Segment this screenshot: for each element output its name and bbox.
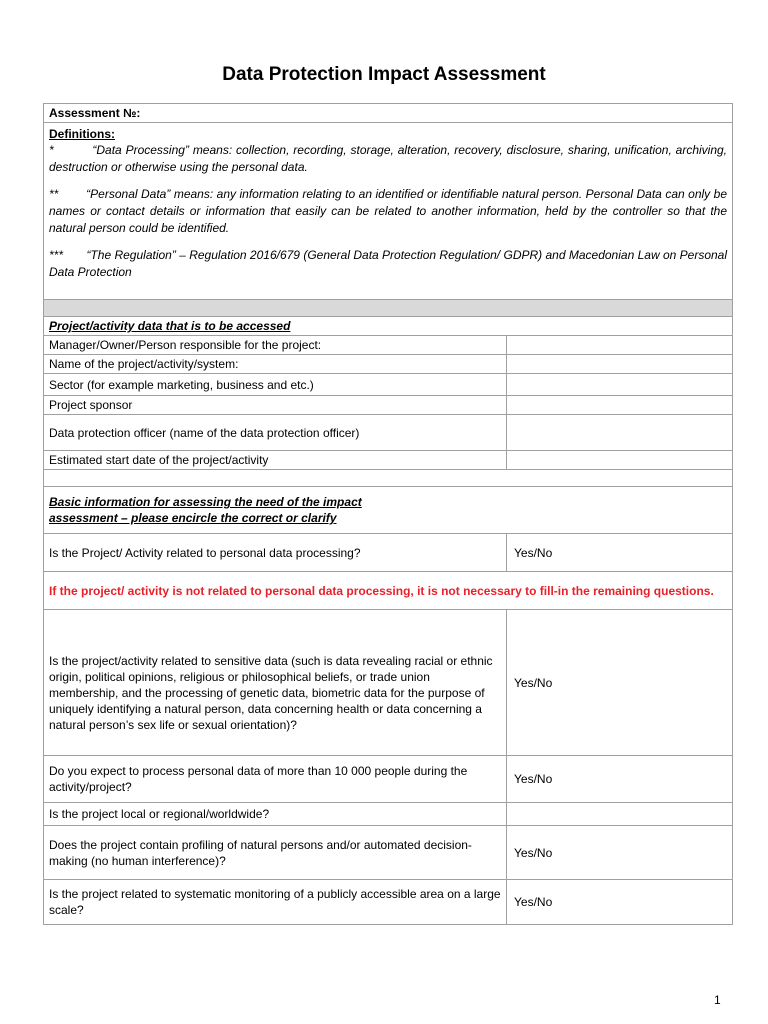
table-row [44,610,733,756]
field-label-manager: Manager/Owner/Person responsible for the project: [44,336,507,355]
field-value-dpo[interactable] [507,415,733,451]
definitions-heading: Definitions: [49,127,115,141]
assessment-form-table [43,103,733,925]
field-label-dpo: Data protection officer (name of the data protection officer) [44,415,507,451]
field-value-sector[interactable] [507,374,733,396]
field-value-project-name[interactable] [507,355,733,374]
answer-10000-people[interactable]: Yes/No [507,756,733,803]
page-number: 1 [714,993,721,1007]
basic-heading-line2: assessment – please encircle the correct or clarify [49,511,337,525]
table-row [44,415,733,451]
field-value-sponsor[interactable] [507,396,733,415]
question-10000-people: Do you expect to process personal data of more than 10 000 people during the activity/project? [44,756,507,803]
definition-personal-data: ** “Personal Data” means: any information relating to an identified or identifiable natural person. Personal Data can only be names or contact details or information that easily can be related to another information, held by the controller so that the natural person could be identified. [49,187,728,235]
table-row [44,336,733,355]
page-title: Data Protection Impact Assessment [222,64,546,85]
definitions-row [44,123,733,300]
field-value-manager[interactable] [507,336,733,355]
answer-project-scope[interactable] [507,803,733,826]
basic-heading-line1: Basic information for assessing the need of the impact [49,495,362,509]
answer-personal-data[interactable]: Yes/No [507,534,733,572]
definition-data-processing: * “Data Processing” means: collection, recording, storage, alteration, recovery, disclosure, sharing, unification, archiving, destruction or otherwise using the personal data. [49,143,728,174]
definition-regulation: *** “The Regulation” – Regulation 2016/679 (General Data Protection Regulation/ GDPR) and Macedonian Law on Personal Data Protection [49,248,728,279]
warning-text: If the project/ activity is not related to personal data processing, it is not necessary to fill-in the remaining questions. [44,572,733,610]
project-section-row [44,317,733,336]
blank-row [44,470,733,487]
table-row [44,451,733,470]
field-value-start-date[interactable] [507,451,733,470]
answer-sensitive-data[interactable]: Yes/No [507,610,733,756]
blank-cell [44,470,733,487]
assessment-number-row [44,104,733,123]
question-project-scope: Is the project local or regional/worldwide? [44,803,507,826]
answer-monitoring[interactable]: Yes/No [507,880,733,925]
table-row [44,355,733,374]
question-sensitive-data: Is the project/activity related to sensitive data (such is data revealing racial or ethnic origin, political opinions, religious or philosophical beliefs, or trade union membership, and the processing of genetic data, biometric data for the purpose of uniquely identifying a natural person, data concerning health or data concerning a natural person’s sex life or sexual orientation)? [44,610,507,756]
separator-row [44,300,733,317]
basic-section-row [44,487,733,534]
field-label-project-name: Name of the project/activity/system: [44,355,507,374]
grey-separator [44,300,733,317]
field-label-sponsor: Project sponsor [44,396,507,415]
project-section-heading: Project/activity data that is to be accessed [44,317,733,336]
definitions-cell [44,123,733,300]
warning-row [44,572,733,610]
question-monitoring: Is the project related to systematic monitoring of a publicly accessible area on a large scale? [44,880,507,925]
table-row [44,396,733,415]
table-row [44,803,733,826]
table-row [44,756,733,803]
table-row [44,534,733,572]
table-row [44,880,733,925]
question-personal-data: Is the Project/ Activity related to personal data processing? [44,534,507,572]
field-label-sector: Sector (for example marketing, business and etc.) [44,374,507,396]
field-label-start-date: Estimated start date of the project/activity [44,451,507,470]
assessment-number-label[interactable]: Assessment №: [44,104,733,123]
basic-section-heading [44,487,733,534]
answer-profiling[interactable]: Yes/No [507,826,733,880]
table-row [44,374,733,396]
question-profiling: Does the project contain profiling of natural persons and/or automated decision-making (no human interference)? [44,826,507,880]
table-row [44,826,733,880]
